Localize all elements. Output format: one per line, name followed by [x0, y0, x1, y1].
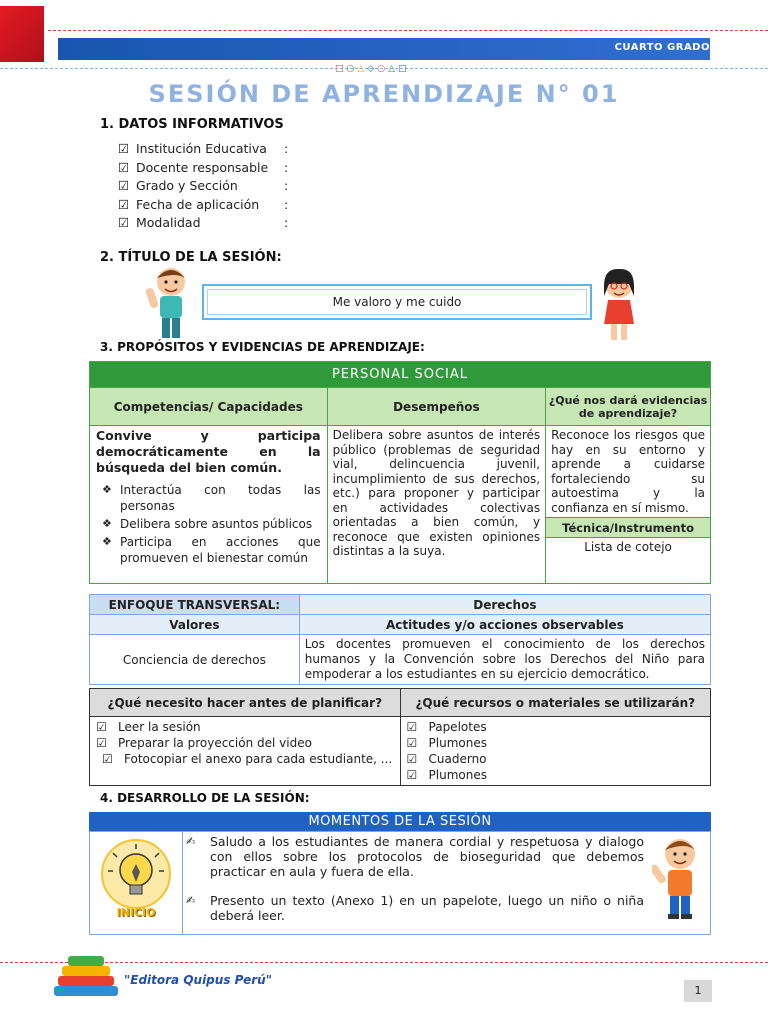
competencia-cell: [90, 426, 328, 584]
list-item: ☑ Leer la sesión: [96, 720, 201, 734]
check-icon: ☑: [118, 159, 130, 175]
info-row: ☑ Grado y Sección :: [118, 177, 288, 196]
section-3-heading: 3. PROPÓSITOS Y EVIDENCIAS DE APRENDIZAJE:: [100, 340, 425, 354]
books-icon: [46, 952, 124, 1002]
girl-illustration-icon: [596, 266, 642, 344]
moments-text: [186, 832, 644, 923]
enfoque-label: ENFOQUE TRANSVERSAL:: [90, 595, 300, 615]
head-planificar: ¿Qué necesito hacer antes de planificar?: [90, 689, 401, 717]
list-item: ☑ Fotocopiar el anexo para cada estudiante, ...: [102, 752, 393, 766]
actitud-text: Los docentes promueven el conocimiento de los derechos humanos y la Convención sobre los Derechos del Niño para empoderar a los estudiantes en su ejercicio democrático.: [299, 635, 710, 685]
diamond-icon: ❖: [102, 535, 112, 548]
check-icon: ☑: [102, 752, 113, 766]
list-item: ☑ Cuaderno: [406, 752, 487, 766]
list-item: ❖ Delibera sobre asuntos públicos: [102, 517, 313, 531]
col-evidencias: ¿Qué nos dará evidencias de aprendizaje?: [546, 388, 711, 426]
col-valores: Valores: [90, 615, 300, 635]
check-icon: ☑: [406, 752, 418, 766]
grade-label: CUARTO GRADO: [614, 42, 710, 53]
decorative-shapes: □○△◇○△□: [335, 64, 410, 74]
enfoque-table: [89, 594, 711, 685]
check-icon: ☑: [118, 141, 130, 156]
info-row: ☑ Institución Educativa :: [118, 140, 288, 159]
col-desempenos: Desempeños: [327, 388, 546, 426]
check-icon: ☑: [96, 736, 107, 750]
enfoque-value: Derechos: [299, 595, 710, 615]
check-icon: ☑: [96, 720, 107, 734]
section-2-heading: 2. TÍTULO DE LA SESIÓN:: [100, 250, 282, 265]
check-icon: ☑: [118, 215, 130, 230]
moments-body: [89, 831, 711, 935]
page-number: 1: [684, 980, 712, 1002]
editora-label: "Editora Quipus Perú": [124, 973, 272, 987]
boy-illustration-icon: [146, 264, 196, 344]
competencia-text: Convive y participa democráticamente en la búsqueda del bien común.: [96, 428, 321, 475]
section-1-heading: 1. DATOS INFORMATIVOS: [100, 117, 284, 132]
list-item: ☑ Plumones: [406, 768, 487, 782]
info-row: ☑ Docente responsable :: [118, 159, 288, 178]
page-title: SESIÓN DE APRENDIZAJE N° 01: [148, 80, 620, 108]
session-title-text: Me valoro y me cuido: [332, 295, 462, 309]
evidencia-text: Reconoce los riesgos que hay en su entorno y aprende a cuidarse fortaleciendo su autoestima y la confianza en sí mismo.: [546, 426, 711, 518]
pen-icon: ✍: [186, 894, 196, 907]
boy-pointing-illustration-icon: [652, 834, 708, 928]
session-title-box: [202, 284, 592, 320]
brand-red-square: [0, 6, 44, 62]
planificar-list: [90, 717, 401, 786]
check-icon: ☑: [406, 736, 418, 750]
tecnica-label: Técnica/Instrumento: [546, 518, 711, 538]
pen-icon: ✍: [186, 835, 196, 848]
check-icon: ☑: [118, 196, 130, 212]
info-row: ☑ Fecha de aplicación :: [118, 196, 288, 215]
list-item: ❖ Participa en acciones que promueven el bienestar común: [102, 535, 321, 565]
check-icon: ☑: [406, 768, 418, 782]
info-row: ☑ Modalidad :: [118, 214, 288, 233]
valor-text: Conciencia de derechos: [90, 635, 300, 685]
check-icon: ☑: [406, 720, 418, 734]
moment-item: ✍ Presento un texto (Anexo 1) en un papelote, luego un niño o niña deberá leer.: [186, 893, 644, 923]
diamond-icon: ❖: [102, 517, 112, 530]
moments-divider: [182, 832, 183, 934]
col-competencias: Competencias/ Capacidades: [90, 388, 328, 426]
moments-header: MOMENTOS DE LA SESIÓN: [89, 812, 711, 831]
recursos-list: [400, 717, 710, 786]
planificar-table: [89, 688, 711, 786]
inicio-label: INICIO: [116, 906, 156, 919]
list-item: ☑ Papelotes: [406, 720, 487, 734]
tecnica-value: Lista de cotejo: [546, 538, 711, 584]
moment-item: ✍ Saludo a los estudiantes de manera cordial y respetuosa y dialogo con ellos sobre los protocolos de bioseguridad que debemos practicar en aula y fuera de ella.: [186, 834, 644, 879]
desempeno-text: Delibera sobre asuntos de interés público (problemas de seguridad vial, delincuencia juvenil, incumplimiento de sus derechos, etc.) para proponer y participar en actividades colectivas orientadas a bien común, y reconoce que existen opiniones distintas a la suya.: [327, 426, 546, 584]
header-band: [58, 38, 710, 60]
top-dashed-line: [48, 30, 768, 31]
diamond-icon: ❖: [102, 483, 112, 496]
area-header: PERSONAL SOCIAL: [90, 362, 711, 388]
info-list: [118, 140, 288, 233]
check-icon: ☑: [118, 178, 130, 193]
list-item: ☑ Plumones: [406, 736, 487, 750]
col-actitudes: Actitudes y/o acciones observables: [299, 615, 710, 635]
head-recursos: ¿Qué recursos o materiales se utilizarán?: [400, 689, 710, 717]
section-4-heading: 4. DESARROLLO DE LA SESIÓN:: [100, 791, 310, 805]
list-item: ❖ Interactúa con todas las personas: [102, 483, 321, 513]
capacidades-list: [96, 482, 321, 566]
list-item: ☑ Preparar la proyección del video: [96, 736, 312, 750]
purposes-table: [89, 361, 711, 584]
